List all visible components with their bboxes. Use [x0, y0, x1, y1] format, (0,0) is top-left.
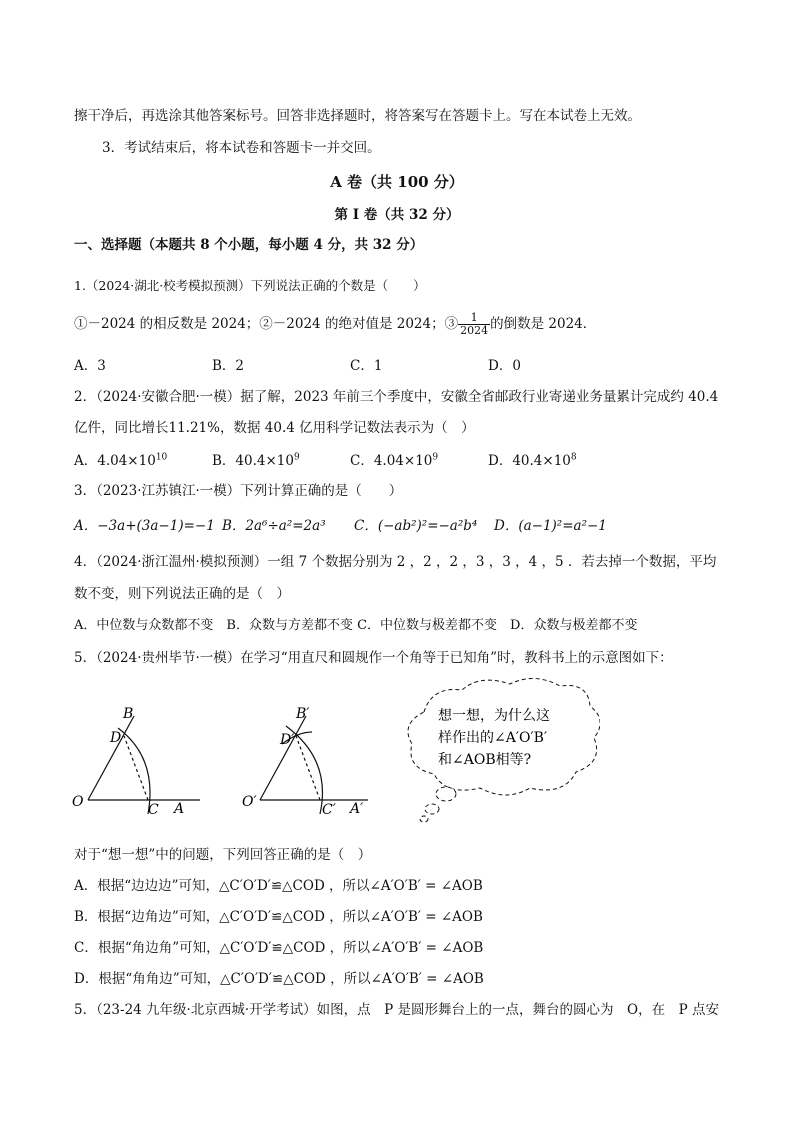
q6-stem: 5．（23-24 九年级·北京西城·开学考试）如图，点 P 是圆形舞台上的一点，舞台的圆心为 O，在 P 点安 [74, 1002, 719, 1018]
intro-line-2: 3．考试结束后，将本试卷和答题卡一并交回。 [102, 140, 381, 156]
q2-option-c-exponent: 9 [432, 452, 439, 463]
volume-a-title: A 卷（共 100 分） [330, 173, 464, 191]
q1-statements-part1: ①－2024 的相反数是 2024；②－2024 的绝对值是 2024；③ [74, 316, 459, 332]
q4-options: A．中位数与众数都不变 B．众数与方差都不变 C．中位数与极差都不变 D．众数与极差都不变 [74, 618, 638, 633]
q1-stem: 1.（2024·湖北·校考模拟预测）下列说法正确的个数是（ ） [74, 278, 426, 293]
label-o: O [72, 794, 84, 810]
label-b: B [123, 706, 134, 722]
label-d: D [110, 730, 122, 746]
q1-statements [74, 312, 596, 337]
q2-option-b [212, 449, 300, 469]
cloud-bubble-3 [420, 816, 428, 822]
thought-text-2: 样作出的∠A′O′B′ [438, 730, 548, 746]
q2-option-d-exponent: 8 [570, 452, 577, 463]
cloud-bubble-1 [436, 787, 456, 801]
section-heading: 一、选择题（本题共 8 个小题，每小题 4 分，共 32 分） [74, 237, 424, 253]
q3-option-c: C．(−ab²)²=−a²b⁴ [354, 518, 478, 534]
q2-option-b-exponent: 9 [293, 452, 300, 463]
q5-option-c: C．根据“角边角”可知，△C′O′D′≌△COD ，所以∠A′O′B′ = ∠AOB [74, 940, 484, 956]
arc-1 [118, 728, 150, 814]
part-1-title: 第 I 卷（共 32 分） [334, 207, 460, 223]
dashed-c-d-prime [296, 736, 320, 800]
q2-option-a-exponent: 10 [155, 452, 168, 463]
q3-option-d: D．(a−1)²=a²−1 [494, 518, 607, 534]
q1-fraction [458, 312, 490, 337]
q5-figure [60, 672, 600, 832]
q1-option-a: A．3 [74, 358, 106, 374]
q1-option-d: D．0 [488, 358, 521, 374]
ray-o-b-prime [260, 716, 306, 800]
q5-option-d: D．根据“角角边”可知，△C′O′D′≌△COD ，所以∠A′O′B′ = ∠AOB [74, 971, 484, 987]
q1-option-c: C．1 [350, 358, 383, 374]
ray-ob [88, 716, 134, 800]
label-a: A [174, 801, 185, 817]
q2-option-a-text: A．4.04×10 [74, 453, 156, 469]
thought-text-1: 想一想，为什么这 [438, 708, 550, 724]
q3-option-b: B．2a⁶÷a²=2a³ [222, 518, 326, 534]
q1-statements-part2: 的倒数是 2024． [490, 316, 597, 332]
label-a-prime: A′ [350, 801, 364, 817]
figure-angle-a-o-b [260, 716, 368, 814]
q2-option-b-text: B．40.4×10 [212, 453, 294, 469]
q2-option-c [350, 449, 438, 469]
q4-line-2: 数不变，则下列说法正确的是（ ） [74, 586, 290, 602]
cloud-bubble-2 [425, 804, 439, 814]
q1-fraction-numerator: 1 [458, 312, 490, 325]
q5-ask: 对于“想一想”中的问题，下列回答正确的是（ ） [74, 847, 372, 863]
label-c: C [148, 802, 159, 818]
q3-stem: 3．（2023·江苏镇江·一模）下列计算正确的是（ ） [74, 483, 403, 499]
thought-text-3: 和∠AOB相等? [438, 752, 532, 768]
figure-angle-aob [88, 716, 200, 814]
q3-option-a: A．−3a+(3a−1)=−1 [74, 518, 215, 534]
q5-option-a: A．根据“边边边”可知，△C′O′D′≌△COD ，所以∠A′O′B′ = ∠AOB [74, 878, 483, 894]
q2-option-c-text: C．4.04×10 [350, 453, 433, 469]
thought-cloud [408, 678, 600, 822]
q2-option-d [488, 449, 577, 469]
q5-option-b: B．根据“边角边”可知，△C′O′D′≌△COD ，所以∠A′O′B′ = ∠AOB [74, 909, 483, 925]
q2-line-2: 亿件，同比增长11.21%，数据 40.4 亿用科学记数法表示为（ ） [74, 420, 475, 436]
q1-option-b: B．2 [212, 358, 245, 374]
q1-fraction-denominator: 2024 [460, 324, 489, 337]
q2-option-d-text: D．40.4×10 [488, 453, 571, 469]
label-d-prime: D′ [280, 732, 295, 748]
q4-line-1: 4．（2024·浙江温州·模拟预测）一组 7 个数据分别为 2 ，2 ，2 ，3 ，3 ，4 ，5 ．若去掉一个数据，平均 [74, 554, 717, 570]
q5-stem: 5．（2024·贵州毕节·一模）在学习“用直尺和圆规作一个角等于已知角”时，教科书上的示意图如下： [74, 650, 673, 666]
label-o-prime: O′ [242, 794, 257, 810]
q2-option-a [74, 449, 167, 469]
intro-line-1: 擦干净后，再选涂其他答案标号。回答非选择题时，将答案写在答题卡上。写在本试卷上无效。 [74, 108, 641, 124]
q2-line-1: 2．（2024·安徽合肥·一模）据了解，2023 年前三个季度中，安徽全省邮政行业寄递业务量累计完成约 40.4 [74, 389, 719, 405]
label-b-prime: B′ [296, 706, 310, 722]
label-c-prime: C′ [322, 802, 336, 818]
